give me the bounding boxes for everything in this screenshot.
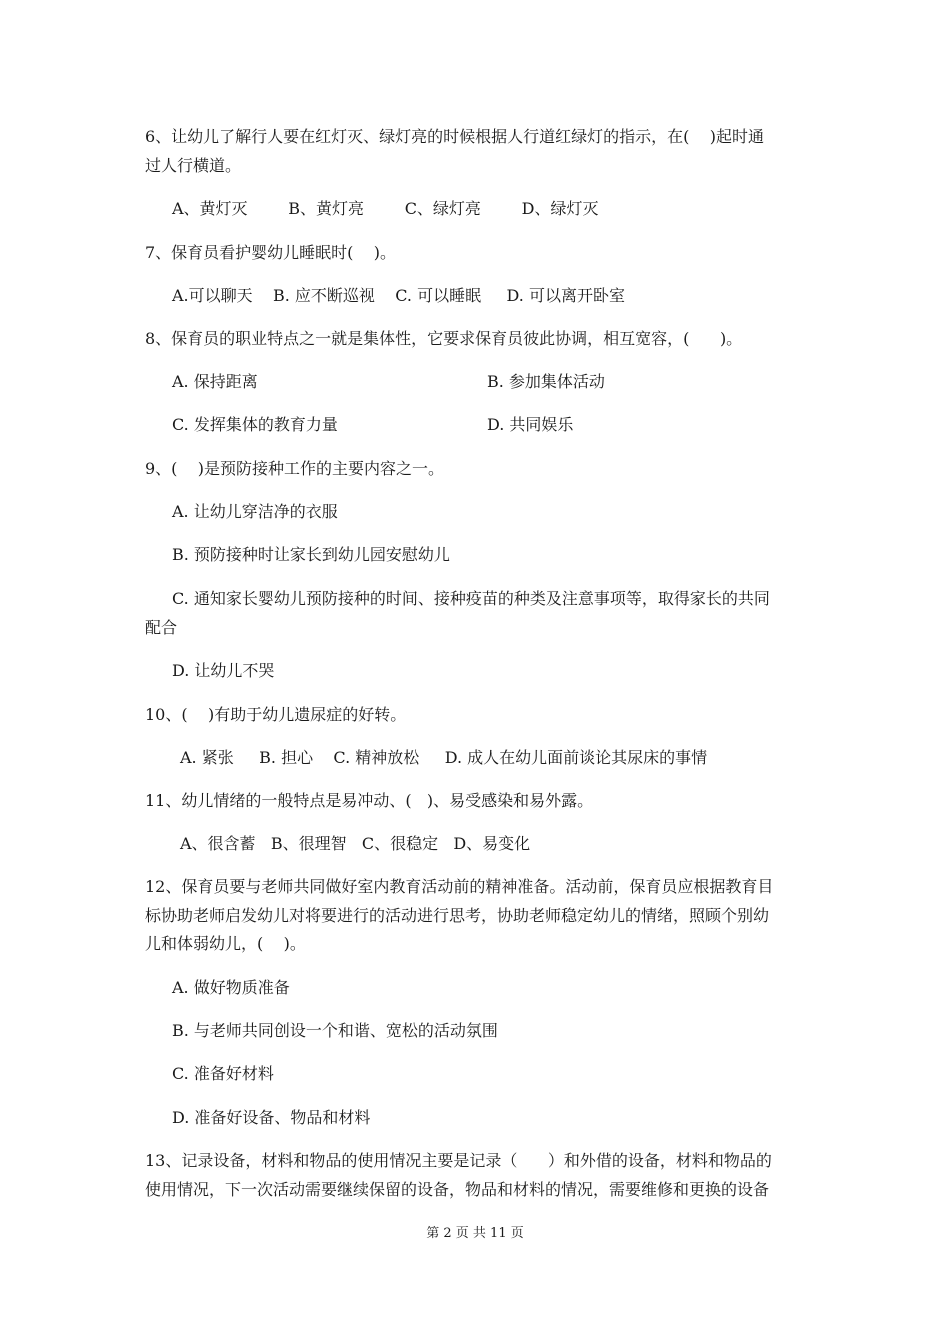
q10-stem: 10、( )有助于幼儿遗尿症的好转。 (145, 705, 407, 724)
q6-stem-line2: 过人行横道。 (145, 156, 242, 175)
q13-stem-line2: 使用情况，下一次活动需要继续保留的设备，物品和材料的情况，需要维修和更换的设备 (145, 1180, 770, 1199)
q7-stem: 7、保育员看护婴幼儿睡眠时( )。 (145, 243, 397, 262)
q9-stem: 9、( )是预防接种工作的主要内容之一。 (145, 459, 445, 478)
q11-stem: 11、幼儿情绪的一般特点是易冲动、( )、易受感染和易外露。 (145, 791, 594, 810)
q8-option-c: C. 发挥集体的教育力量 (172, 415, 338, 434)
q8-option-d: D. 共同娱乐 (487, 415, 574, 434)
page-footer: 第 2 页 共 11 页 (426, 1226, 524, 1241)
q9-option-b: B. 预防接种时让家长到幼儿园安慰幼儿 (172, 545, 450, 564)
q12-stem-line2: 标协助老师启发幼儿对将要进行的活动进行思考，协助老师稳定幼儿的情绪，照顾个别幼 (145, 906, 770, 925)
q12-option-d: D. 准备好设备、物品和材料 (172, 1108, 371, 1127)
q6-options: A、黄灯灭 B、黄灯亮 C、绿灯亮 D、绿灯灭 (172, 199, 599, 218)
q6-stem-line1: 6、让幼儿了解行人要在红灯灭、绿灯亮的时候根据人行道红绿灯的指示，在( )起时通 (145, 127, 765, 146)
q12-stem-line3: 儿和体弱幼儿，( )。 (145, 934, 306, 953)
q11-options: A、很含蓄 B、很理智 C、很稳定 D、易变化 (180, 834, 531, 853)
q13-stem-line1: 13、记录设备，材料和物品的使用情况主要是记录（ ）和外借的设备，材料和物品的 (145, 1151, 772, 1170)
q8-stem: 8、保育员的职业特点之一就是集体性，它要求保育员彼此协调，相互宽容，( )。 (145, 329, 743, 348)
q9-option-c-line2: 配合 (145, 618, 178, 637)
q9-option-a: A. 让幼儿穿洁净的衣服 (172, 502, 338, 521)
q7-options: A.可以聊天 B. 应不断巡视 C. 可以睡眠 D. 可以离开卧室 (172, 286, 625, 305)
q8-option-a: A. 保持距离 (172, 372, 258, 391)
q9-option-c-line1: C. 通知家长婴幼儿预防接种的时间、接种疫苗的种类及注意事项等，取得家长的共同 (172, 589, 770, 608)
q12-option-a: A. 做好物质准备 (172, 978, 290, 997)
q8-option-b: B. 参加集体活动 (487, 372, 605, 391)
q10-options: A. 紧张 B. 担心 C. 精神放松 D. 成人在幼儿面前谈论其尿床的事情 (180, 748, 708, 767)
q12-option-b: B. 与老师共同创设一个和谐、宽松的活动氛围 (172, 1021, 498, 1040)
q9-option-d: D. 让幼儿不哭 (172, 661, 275, 680)
q12-stem-line1: 12、保育员要与老师共同做好室内教育活动前的精神准备。活动前，保育员应根据教育目 (145, 877, 774, 896)
q12-option-c: C. 准备好材料 (172, 1064, 274, 1083)
